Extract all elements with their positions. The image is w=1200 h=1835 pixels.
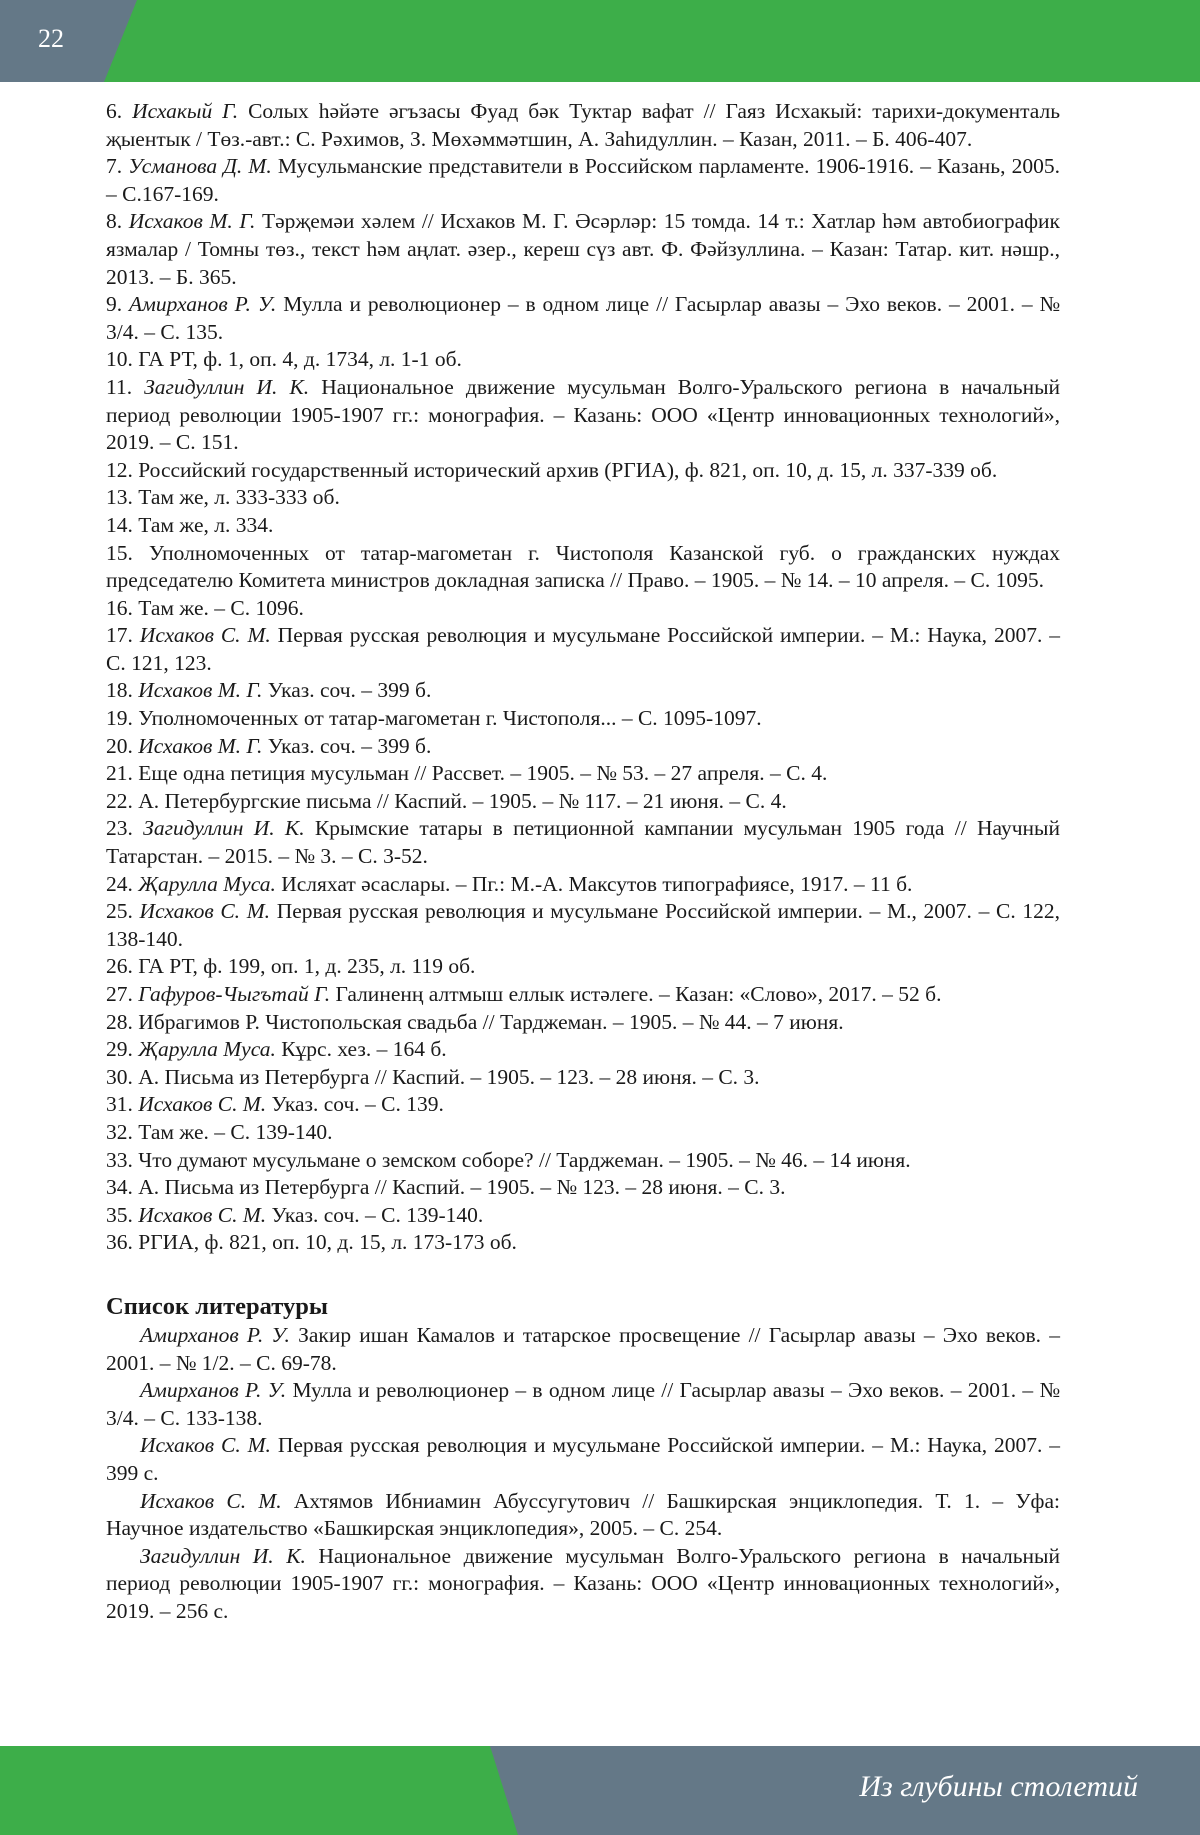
page-content (106, 98, 1060, 1625)
endnote-author: Усманова Д. М. (128, 154, 272, 179)
bibliography-item (106, 1488, 1060, 1543)
endnote-item (106, 1036, 1060, 1064)
endnote-item (106, 1229, 1060, 1257)
endnote-item (106, 733, 1060, 761)
endnote-item (106, 953, 1060, 981)
bibliography-author: Исхаков С. М. (140, 1488, 282, 1513)
endnote-number: 18. (106, 678, 133, 703)
endnote-author: Исхакый Г. (132, 99, 239, 123)
endnote-item (106, 1174, 1060, 1202)
endnote-number: 13. (106, 485, 133, 510)
endnote-item (106, 981, 1060, 1009)
endnote-text: А. Письма из Петербурга // Каспий. – 1905. – № 123. – 28 июня. – С. 3. (138, 1175, 786, 1200)
endnote-number: 24. (106, 871, 133, 896)
endnote-item (106, 815, 1060, 870)
endnote-number: 21. (106, 761, 133, 786)
endnote-text: Там же, л. 333-333 об. (138, 485, 340, 510)
endnote-item (106, 512, 1060, 540)
endnote-text: Указ. соч. – С. 139-140. (271, 1202, 484, 1227)
endnote-item (106, 346, 1060, 374)
endnote-item (106, 1009, 1060, 1037)
endnote-text: Тәрҗемәи хәлем // Исхаков М. Г. Әсәрләр: 15 томда. 14 т.: Хатлар һәм автобиографик язмалар / Томны төз., текст һәм аңлат. әзер., кереш сүз авт. Ф. Фәйзуллина. – Казан: Татар. кит. нәшр., 2013. – Б. 365. (106, 209, 1060, 289)
endnote-author: Исхаков М. Г. (128, 209, 256, 234)
endnote-text: Кұрс. хез. – 164 б. (281, 1037, 447, 1062)
endnote-number: 14. (106, 512, 133, 537)
endnote-number: 19. (106, 706, 133, 731)
endnote-item (106, 484, 1060, 512)
endnote-number: 17. (106, 623, 133, 648)
endnote-author: Исхаков М. Г. (138, 733, 263, 758)
endnote-item (106, 1064, 1060, 1092)
endnote-item (106, 374, 1060, 457)
endnote-number: 8. (106, 209, 123, 234)
endnote-text: Там же. – С. 1096. (138, 595, 304, 620)
endnote-text: ГА РТ, ф. 199, оп. 1, д. 235, л. 119 об. (138, 954, 476, 979)
endnote-number: 16. (106, 595, 133, 620)
header-slate-tab (0, 0, 1200, 82)
bibliography-text: Ахтямов Ибниамин Абуссугутович // Башкирская энциклопедия. Т. 1. – Уфа: Научное издательство «Башкирская энциклопедия», 2005. – С. 254. (106, 1488, 1060, 1541)
endnote-number: 11. (106, 374, 133, 399)
endnote-item (106, 98, 1060, 153)
endnote-number: 29. (106, 1037, 133, 1062)
endnote-item (106, 622, 1060, 677)
bibliography-item (106, 1377, 1060, 1432)
endnote-text: Указ. соч. – 399 б. (267, 733, 432, 758)
endnote-author: Исхаков С. М. (138, 1092, 267, 1117)
endnote-number: 23. (106, 816, 133, 841)
endnote-number: 35. (106, 1202, 133, 1227)
endnote-item (106, 595, 1060, 623)
endnote-item (106, 677, 1060, 705)
bibliography-text: Национальное движение мусульман Волго-Уральского региона в начальный период революции 1905-1907 гг.: монография. – Казань: ООО «Центр инновационных технологий», 2019. – 256 с. (106, 1543, 1061, 1623)
endnote-text: Что думают мусульмане о земском соборе? // Тарджеман. – 1905. – № 46. – 14 июня. (138, 1147, 911, 1172)
endnote-item (106, 208, 1060, 291)
endnote-number: 15. (106, 540, 133, 565)
bibliography-author: Амирханов Р. У. (140, 1322, 290, 1347)
bibliography-item (106, 1432, 1060, 1487)
endnote-number: 28. (106, 1009, 133, 1034)
endnote-item (106, 1119, 1060, 1147)
endnote-item (106, 871, 1060, 899)
endnote-text: РГИА, ф. 821, оп. 10, д. 15, л. 173-173 об. (138, 1230, 517, 1255)
page-number: 22 (38, 24, 64, 53)
endnote-text: Ибрагимов Р. Чистопольская свадьба // Тарджеман. – 1905. – № 44. – 7 июня. (138, 1009, 844, 1034)
endnote-text: Уполномоченных от татар-магометан г. Чистополя Казанской губ. о гражданских нуждах председателю Комитета министров докладная записка // Право. – 1905. – № 14. – 10 апреля. – С. 1095. (106, 540, 1061, 593)
endnotes-list (106, 98, 1060, 1257)
endnote-author: Исхаков М. Г. (138, 678, 263, 703)
bibliography-item (106, 1543, 1060, 1626)
endnote-author: Загидуллин И. К. (143, 816, 305, 841)
endnote-number: 22. (106, 788, 133, 813)
endnote-author: Исхаков С. М. (138, 1202, 267, 1227)
endnote-number: 34. (106, 1175, 133, 1200)
endnote-number: 7. (106, 154, 123, 179)
endnote-author: Гафуров-Чыгътай Г. (138, 982, 331, 1006)
endnote-item (106, 540, 1060, 595)
endnote-text: ГА РТ, ф. 1, оп. 4, д. 1734, л. 1-1 об. (138, 347, 462, 372)
endnote-number: 9. (106, 292, 123, 317)
endnote-number: 27. (106, 982, 133, 1006)
endnote-item (106, 898, 1060, 953)
endnote-number: 25. (106, 899, 133, 924)
endnote-number: 30. (106, 1064, 133, 1089)
endnote-author: Җарулла Муса. (138, 871, 276, 896)
endnote-item (106, 457, 1060, 485)
bibliography-item (106, 1322, 1060, 1377)
endnote-text: Указ. соч. – С. 139. (271, 1092, 444, 1117)
endnote-text: Указ. соч. – 399 б. (267, 678, 432, 703)
endnote-text: Национальное движение мусульман Волго-Уральского региона в начальный период революции 1905-1907 гг.: монография. – Казань: ООО «Центр инновационных технологий», 2019. – С. 151. (106, 374, 1061, 455)
endnote-text: Крымские татары в петиционной кампании мусульман 1905 года // Научный Татарстан. – 2015. – № 3. – С. 3-52. (106, 816, 1060, 869)
endnote-number: 20. (106, 733, 133, 758)
endnote-author: Загидуллин И. К. (144, 374, 310, 399)
endnote-number: 36. (106, 1230, 133, 1255)
endnote-item (106, 291, 1060, 346)
endnote-text: Еще одна петиция мусульман // Рассвет. – 1905. – № 53. – 27 апреля. – С. 4. (138, 761, 828, 786)
endnote-text: Там же. – С. 139-140. (138, 1119, 333, 1144)
endnote-number: 32. (106, 1119, 133, 1144)
bibliography-text: Мулла и революционер – в одном лице // Гасырлар авазы – Эхо веков. – 2001. – № 3/4. – С. 133-138. (106, 1378, 1060, 1430)
endnote-item (106, 1202, 1060, 1230)
bibliography-text: Первая русская революция и мусульмане Российской империи. – М.: Наука, 2007. – 399 с. (106, 1433, 1060, 1485)
endnote-number: 10. (106, 347, 133, 372)
endnote-author: Амирханов Р. У. (129, 292, 277, 317)
endnote-item (106, 788, 1060, 816)
bibliography-author: Исхаков С. М. (140, 1433, 271, 1458)
bibliography-list (106, 1322, 1060, 1626)
endnote-number: 33. (106, 1147, 133, 1172)
endnote-text: Галиненң алтмыш еллык истәлеге. – Казан: «Слово», 2017. – 52 б. (335, 982, 942, 1006)
endnote-item (106, 760, 1060, 788)
endnote-author: Җарулла Муса. (138, 1037, 276, 1062)
endnote-author: Исхаков С. М. (139, 899, 271, 924)
endnote-text: Исляхат әсаслары. – Пг.: М.-А. Максутов типографиясе, 1917. – 11 б. (281, 871, 913, 896)
endnote-text: А. Петербургские письма // Каспий. – 1905. – № 117. – 21 июня. – С. 4. (138, 788, 787, 813)
endnote-text: Солых һәйәте әгъзасы Фуад бәк Туктар вафат // Гаяз Исхакый: тарихи-документаль җыентык / Төз.-авт.: С. Рәхимов, З. Мөхәммәтшин, А. Заһидуллин. – Казан, 2011. – Б. 406-407. (106, 99, 1061, 151)
endnote-text: Мулла и революционер – в одном лице // Гасырлар авазы – Эхо веков. – 2001. – № 3/4. – С. 135. (106, 292, 1061, 344)
endnote-item (106, 1147, 1060, 1175)
endnote-text: Уполномоченных от татар-магометан г. Чистополя... – С. 1095-1097. (138, 706, 762, 731)
footer-title: Из глубины столетий (859, 1770, 1138, 1803)
endnote-number: 12. (106, 457, 133, 482)
bibliography-text: Закир ишан Камалов и татарское просвещение // Гасырлар авазы – Эхо веков. – 2001. – № 1/2. – С. 69-78. (106, 1322, 1060, 1375)
endnote-number: 31. (106, 1092, 133, 1117)
endnote-number: 26. (106, 954, 133, 979)
endnote-item (106, 153, 1060, 208)
bibliography-author: Загидуллин И. К. (140, 1543, 306, 1568)
bibliography-author: Амирханов Р. У. (140, 1378, 287, 1403)
endnote-text: Российский государственный исторический архив (РГИА), ф. 821, оп. 10, д. 15, л. 337-339 об. (138, 457, 998, 482)
endnote-text: Мусульманские представители в Российском парламенте. 1906-1916. – Казань, 2005. – С.167-169. (106, 154, 1061, 206)
endnote-text: Там же, л. 334. (138, 512, 274, 537)
endnote-text: Первая русская революция и мусульмане Российской империи. – М.: Наука, 2007. – С. 121, 123. (106, 623, 1061, 675)
endnote-number: 6. (106, 99, 123, 123)
endnote-item (106, 1091, 1060, 1119)
endnote-item (106, 705, 1060, 733)
bibliography-heading: Список литературы (106, 1292, 329, 1320)
endnote-text: А. Письма из Петербурга // Каспий. – 1905. – 123. – 28 июня. – С. 3. (138, 1064, 760, 1089)
endnote-text: Первая русская революция и мусульмане Российской империи. – М., 2007. – С. 122, 138-140. (106, 899, 1061, 951)
endnote-author: Исхаков С. М. (139, 623, 271, 648)
